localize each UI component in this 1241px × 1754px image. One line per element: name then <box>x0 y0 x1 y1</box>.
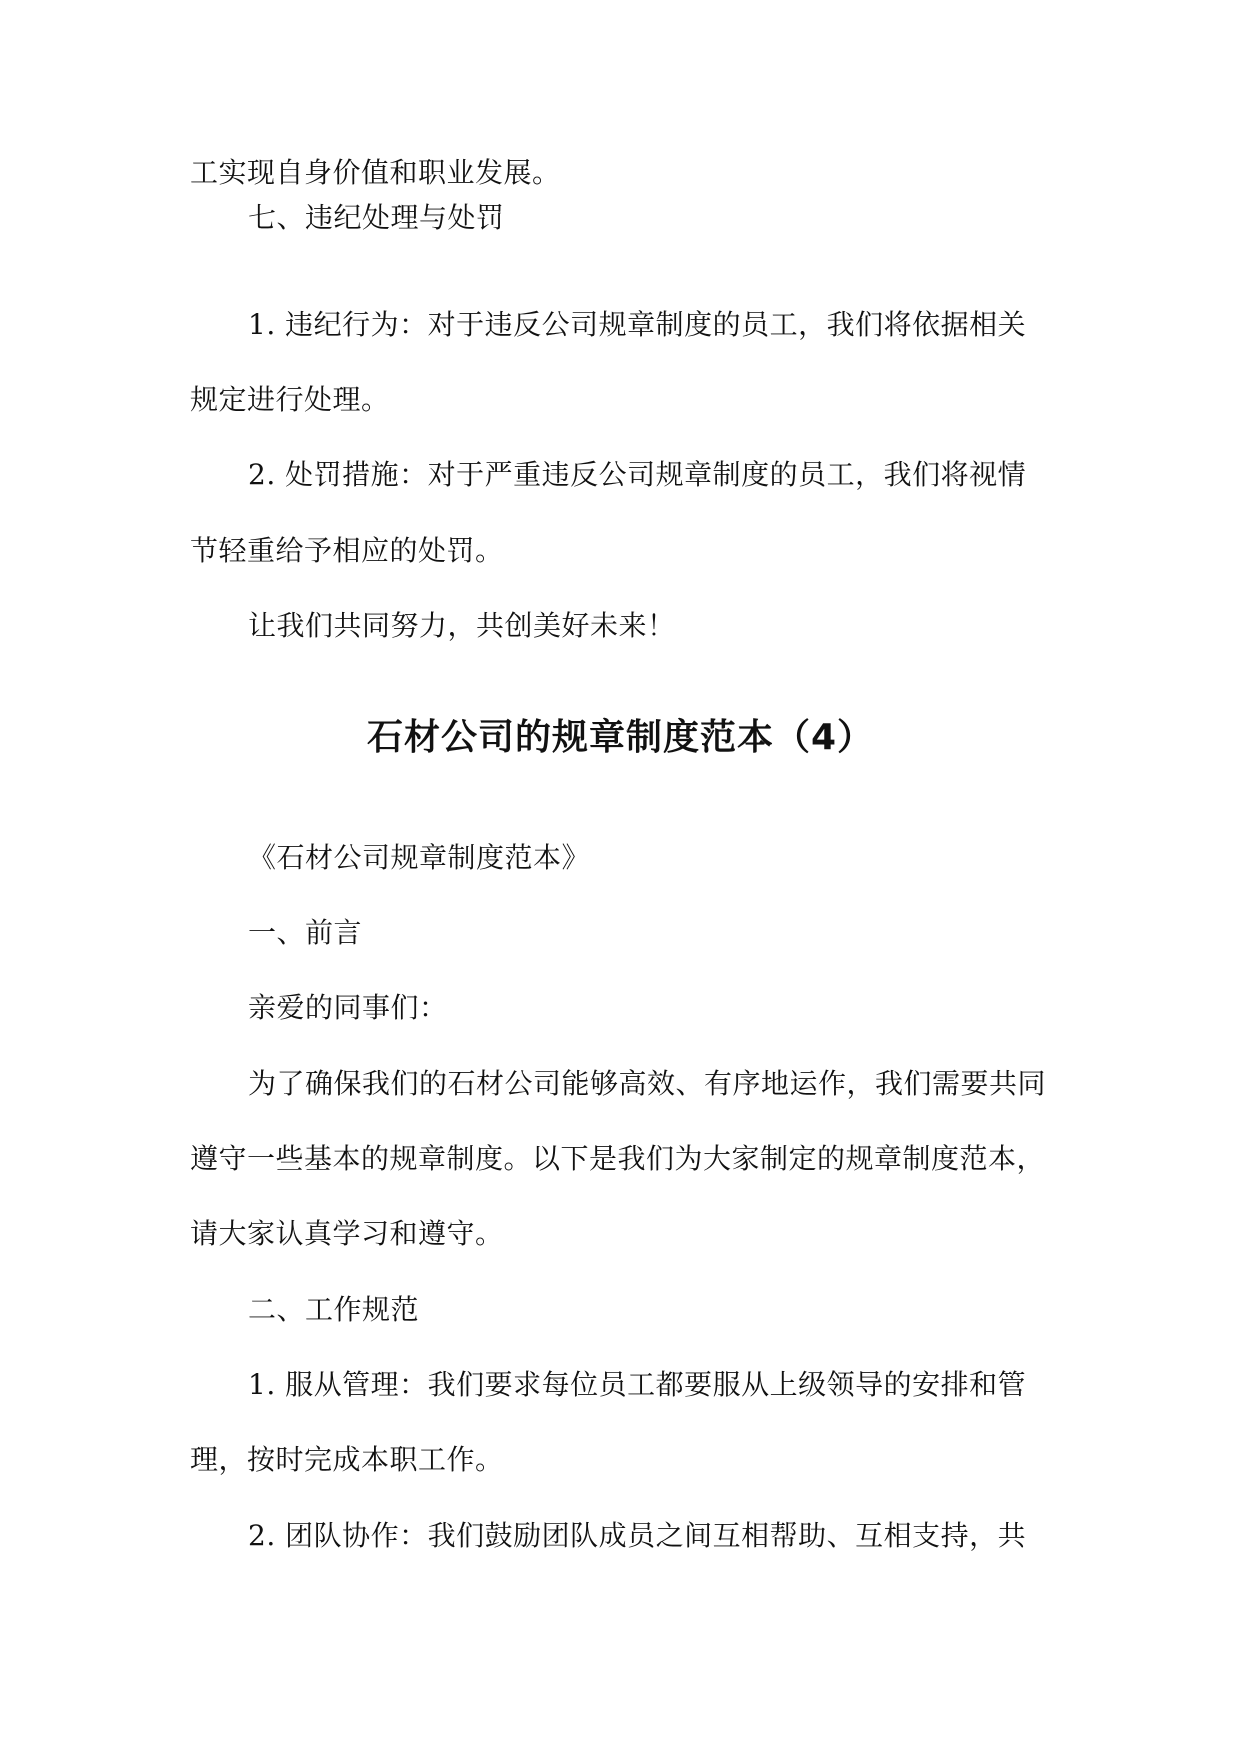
list-item: 2. 处罚措施：对于严重违反公司规章制度的员工，我们将视情 <box>248 458 1027 491</box>
list-item: 1. 服从管理：我们要求每位员工都要服从上级领导的安排和管 <box>248 1368 1027 1401</box>
paragraph-line: 遵守一些基本的规章制度。以下是我们为大家制定的规章制度范本， <box>190 1142 1046 1175</box>
paragraph-line: 让我们共同努力，共创美好未来！ <box>248 609 676 642</box>
section-heading: 二、工作规范 <box>248 1293 420 1326</box>
paragraph-line: 亲爱的同事们： <box>248 991 448 1024</box>
paragraph-line: 为了确保我们的石材公司能够高效、有序地运作，我们需要共同 <box>248 1067 1047 1100</box>
list-item: 1. 违纪行为：对于违反公司规章制度的员工，我们将依据相关 <box>248 308 1027 341</box>
list-item: 2. 团队协作：我们鼓励团队成员之间互相帮助、互相支持，共 <box>248 1519 1027 1552</box>
paragraph-line: 节轻重给予相应的处罚。 <box>190 534 504 567</box>
paragraph-line: 理，按时完成本职工作。 <box>190 1443 504 1476</box>
section-heading: 一、前言 <box>248 916 363 949</box>
document-title: 石材公司的规章制度范本（4） <box>366 717 875 758</box>
section-heading: 七、违纪处理与处罚 <box>248 201 505 234</box>
paragraph-line: 《石材公司规章制度范本》 <box>248 841 591 874</box>
paragraph-line: 规定进行处理。 <box>190 383 390 416</box>
paragraph-line: 工实现自身价值和职业发展。 <box>190 156 561 189</box>
paragraph-line: 请大家认真学习和遵守。 <box>190 1217 504 1250</box>
